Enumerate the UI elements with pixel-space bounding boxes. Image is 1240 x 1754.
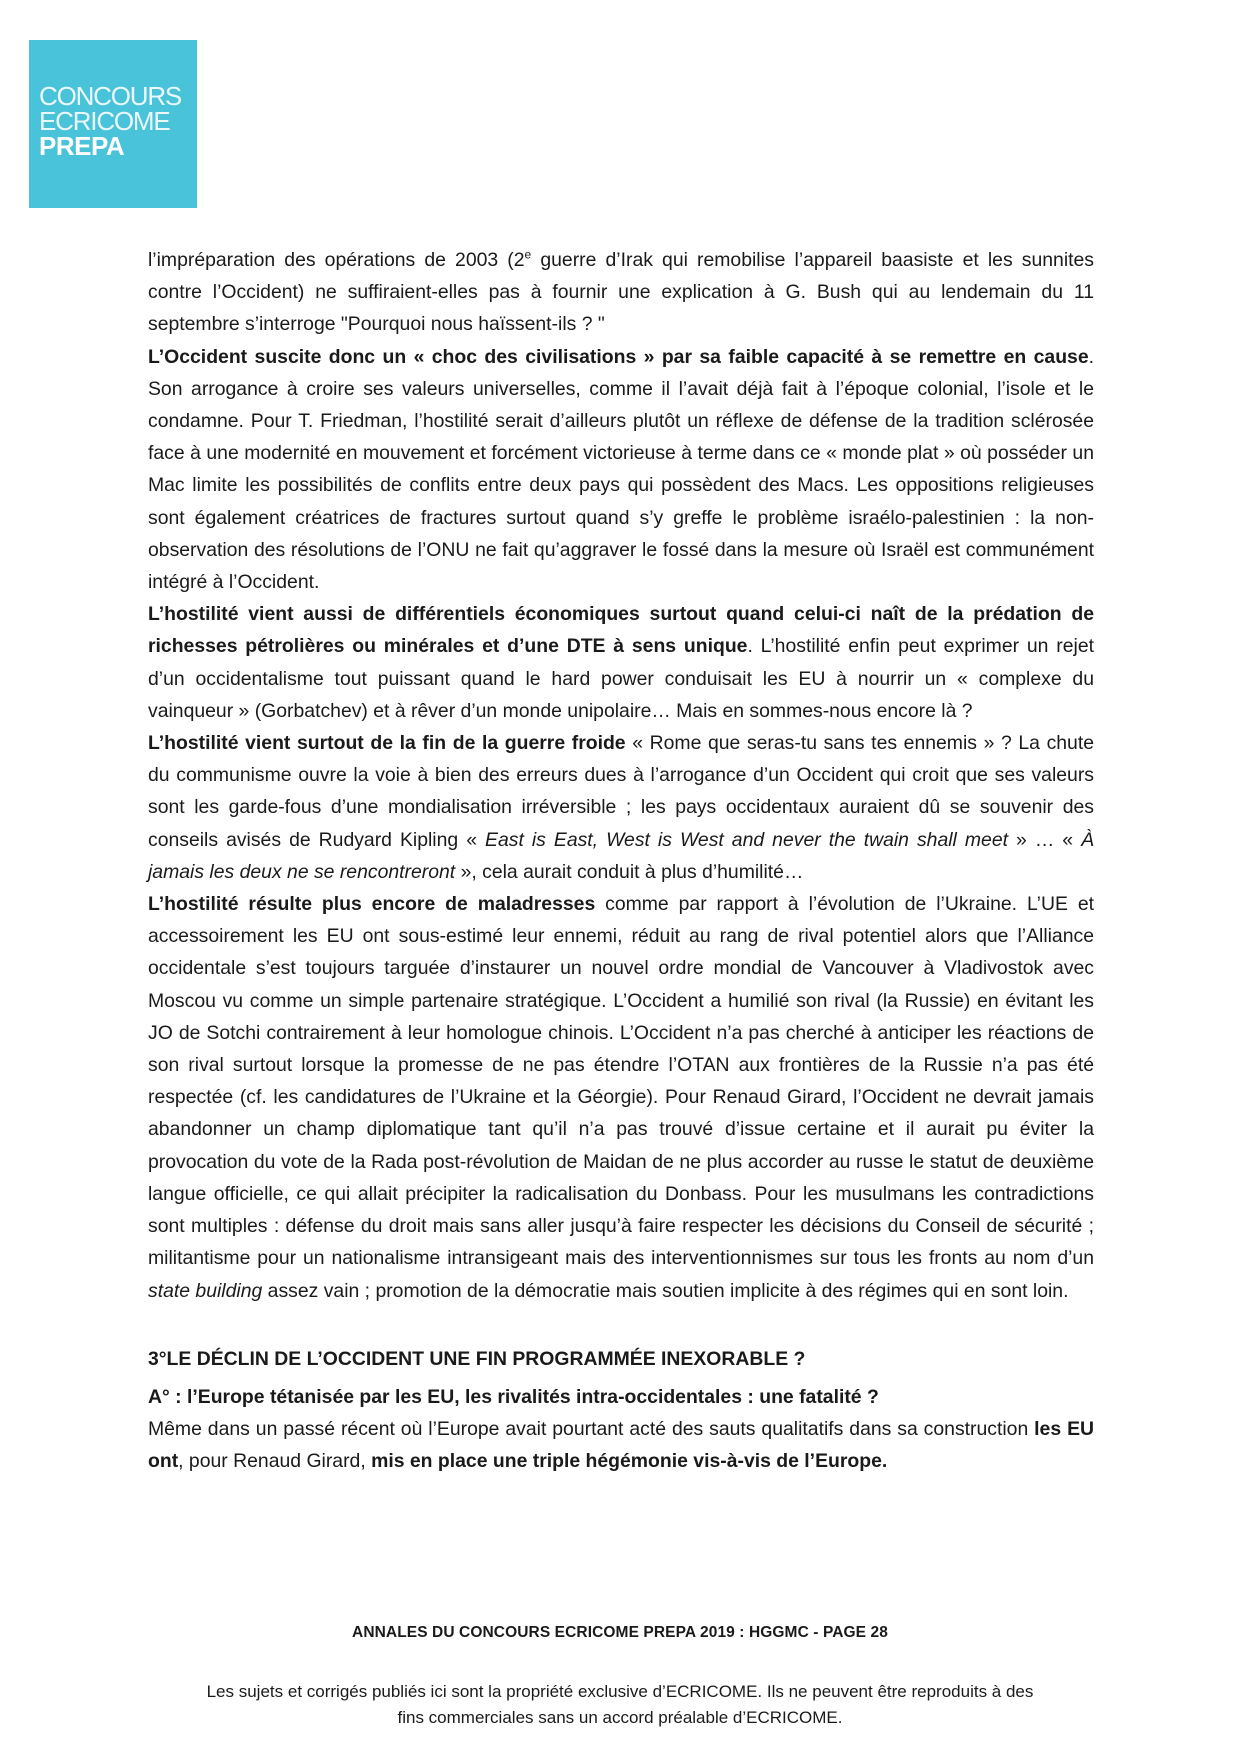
paragraph-5 (148, 888, 1094, 1307)
text-segment: L’hostilité vient aussi de différentiels économiques surtout quand celui-ci naît de la prédation de richesses pétrolières ou minérales et d’une DTE à sens unique (148, 603, 1094, 658)
logo-line-prepa: PREPA (39, 131, 125, 161)
footer-title: ANNALES DU CONCOURS ECRICOME PREPA 2019 : HGGMC - PAGE 28 (352, 1624, 888, 1641)
text-segment: comme par rapport à l’évolution de l’Ukraine. L’UE et accessoirement les EU ont sous-estimé leur ennemi, réduit au rang de rival potentiel alors que l’Alliance occidentale s’est toujours targuée d’instaurer un nouvel ordre mondial de Vancouver à Vladivostok avec Moscou vu comme un simple partenaire stratégique. L’Occident a humilié son rival (la Russie) en évitant les JO de Sotchi contrairement à leur homologue chinois. L’Occident n’a pas cherché à anticiper les réactions de son rival surtout lorsque la promesse de ne pas étendre l’OTAN aux frontières de la Russie n’a pas été respectée (cf. les candidatures de l’Ukraine et la Géorgie). Pour Renaud Girard, l’Occident ne devrait jamais abandonner un champ diplomatique tant qu’il n’a pas trouvé d’issue certaine et il aurait pu éviter la provocation du vote de la Rada post-révolution de Maidan de ne plus accorder au russe le statut de deuxième langue officielle, ce qui allait précipiter la radicalisation du Donbass. Pour les musulmans les contradictions sont multiples : défense du droit mais sans aller jusqu’à faire respecter les décisions du Conseil de sécurité ; militantisme pour un nationalisme intransigeant mais des interventionnismes sur tous les fronts au nom d’un (148, 893, 1095, 1270)
paragraph-1 (148, 244, 1094, 341)
final-paragraph (148, 1413, 1094, 1477)
text-segment: . Son arrogance à croire ses valeurs universelles, comme il l’avait déjà fait à l’époque colonial, l’isole et le condamne. Pour T. Friedman, l’hostilité serait d’ailleurs plutôt un réflexe de défense de la tradition sclérosée face à une modernité en mouvement et forcément victorieuse à terme dans ce « monde plat » où posséder un Mac limite les possibilités de conflits entre deux pays qui possèdent des Macs. Les oppositions religieuses sont également créatrices de fractures surtout quand s’y greffe le problème israélo-palestinien : la non-observation des résolutions de l’ONU ne fait qu’aggraver le fossé dans la mesure où Israël est communément intégré à l’Occident. (148, 345, 1094, 594)
document-body (148, 244, 1094, 1478)
logo-line-concours: CONCOURS (39, 81, 182, 111)
text-segment: » … « (1008, 828, 1082, 851)
text-segment: À jamais les deux ne se rencontreront (148, 828, 1094, 883)
text-segment: L’hostilité résulte plus encore de maladresses (148, 893, 596, 916)
text-segment: « Rome que seras-tu sans tes ennemis » ? La chute du communisme ouvre la voie à bien des erreurs dues à l’arrogance d’un Occident qui croit que ses valeurs sont les garde-fous d’une mondialisation irréversible ; les pays occidentaux auraient dû se souvenir des conseils avisés de Rudyard Kipling « (148, 732, 1095, 851)
text-segment: L’hostilité vient surtout de la fin de la guerre froide (148, 732, 626, 755)
paragraph-2 (148, 341, 1094, 599)
text-segment: assez vain ; promotion de la démocratie mais soutien implicite à des régimes qui en sont loin. (262, 1279, 1069, 1302)
section-heading: 3°LE DÉCLIN DE L’OCCIDENT UNE FIN PROGRAMMÉE INEXORABLE ? (148, 1347, 806, 1370)
text-segment: l’impréparation des opérations de 2003 (2 (148, 249, 525, 271)
text-segment: », cela aurait conduit à plus d’humilité… (455, 860, 804, 883)
text-segment: L’Occident suscite donc un « choc des civilisations » par sa faible capacité à se remettre en cause (148, 345, 1089, 368)
text-segment: e (524, 247, 532, 262)
text-segment: guerre d’Irak qui remobilise l’appareil baasiste et les sunnites contre l’Occident) ne suffiraient-elles pas à fournir une explication à G. Bush qui au lendemain du 11 septembre s’interroge "Pourquoi nous haïssent-ils ? " (148, 249, 1094, 336)
footer-note-line-1: Les sujets et corrigés publiés ici sont la propriété exclusive d’ECRICOME. Ils ne peuvent être reproduits à des (206, 1682, 1034, 1701)
ecricome-logo (29, 40, 197, 208)
footer-note-line-2: fins commerciales sans un accord préalable d’ECRICOME. (397, 1708, 843, 1727)
paragraph-3 (148, 598, 1094, 727)
logo-line-ecricome: ECRICOME (39, 106, 170, 136)
text-segment: . L’hostilité enfin peut exprimer un rejet d’un occidentalisme tout puissant quand le hard power conduisait les EU à nourrir un « complexe du vainqueur » (Gorbatchev) et à rêver d’un monde unipolaire… Mais en sommes-nous encore là ? (148, 635, 1094, 722)
text-segment: , pour Renaud Girard, (178, 1450, 372, 1473)
text-segment: les EU ont (148, 1418, 1094, 1473)
text-segment: East is East, West is West and never the twain shall meet (485, 828, 1008, 851)
paragraph-4 (148, 727, 1094, 888)
text-segment: Même dans un passé récent où l’Europe avait pourtant acté des sauts qualitatifs dans sa construction (148, 1418, 1035, 1441)
subheading: A° : l’Europe tétanisée par les EU, les rivalités intra-occidentales : une fatalité ? (148, 1385, 879, 1408)
text-segment: mis en place une triple hégémonie vis-à-vis de l’Europe. (371, 1450, 888, 1473)
text-segment: state building (148, 1279, 263, 1302)
footer-copyright-note (0, 1679, 1240, 1731)
